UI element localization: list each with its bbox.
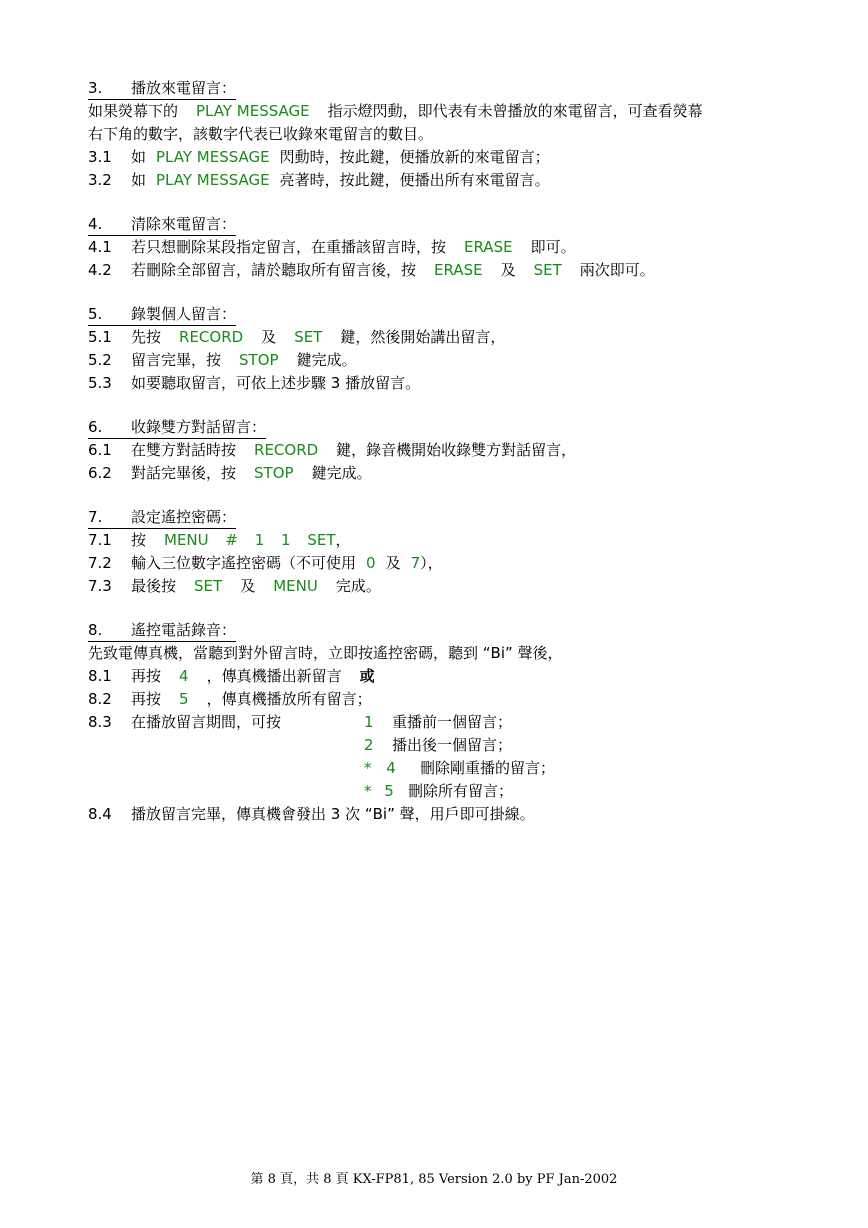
sub-item [88, 734, 828, 757]
list-item [88, 349, 828, 372]
list-item [88, 462, 828, 485]
list-item [88, 803, 828, 826]
section-number: 4. [88, 215, 103, 233]
list-item [88, 575, 828, 598]
list-item [88, 372, 828, 395]
text: 如 [131, 171, 147, 189]
key-name: 1 [364, 713, 374, 731]
key-name: ERASE [464, 238, 513, 256]
text: 如要聽取留言，可依上述步驟 3 播放留言。 [131, 374, 421, 392]
item-number: 7.1 [88, 531, 112, 549]
item-number: 6.2 [88, 464, 112, 482]
text: 亮著時，按此鍵，便播出所有來電留言。 [279, 171, 550, 189]
section-number: 5. [88, 305, 103, 323]
key-name: STOP [239, 351, 279, 369]
section-heading [88, 507, 236, 529]
text: 完成。 [335, 577, 381, 595]
key-name: RECORD [179, 328, 244, 346]
section-title: 錄製個人留言： [131, 305, 237, 323]
text: 鍵，錄音機開始收錄雙方對話留言， [336, 441, 577, 459]
section-heading [88, 78, 236, 100]
item-number: 8.2 [88, 690, 112, 708]
key-name: 0 [366, 554, 376, 572]
paragraph: 先致電傳真機，當聽到對外留言時，立即按遙控密碼，聽到 “Bi” 聲後， [88, 644, 563, 662]
text: 指示燈閃動，即代表有未曾播放的來電留言，可查看熒幕 [327, 102, 703, 120]
document-page [88, 78, 828, 848]
section-title: 設定遙控密碼： [131, 508, 237, 526]
section-8 [88, 620, 828, 826]
text: 及 [261, 328, 277, 346]
section-6 [88, 417, 828, 485]
item-number: 5.1 [88, 328, 112, 346]
text: 右下角的數字，該數字代表已收錄來電留言的數目。 [88, 125, 434, 143]
text: 鍵完成。 [296, 351, 357, 369]
list-item [88, 665, 828, 688]
list-item [88, 552, 828, 575]
text: 輸入三位數字遙控密碼（不可使用 [131, 554, 357, 572]
section-5 [88, 304, 828, 395]
item-number: 5.2 [88, 351, 112, 369]
text: 兩次即可。 [579, 261, 655, 279]
text: 鍵完成。 [311, 464, 372, 482]
section-heading [88, 417, 266, 439]
list-item [88, 236, 828, 259]
list-item [88, 146, 828, 169]
section-number: 7. [88, 508, 103, 526]
list-item [88, 529, 828, 552]
key-name: 7 [410, 554, 421, 572]
text: 刪除剛重播的留言； [420, 759, 556, 777]
section-heading [88, 620, 236, 642]
item-number: 3.1 [88, 148, 112, 166]
text: 最後按 [131, 577, 177, 595]
text: 如果熒幕下的 [88, 102, 179, 120]
text: 播出後一個留言； [392, 736, 513, 754]
item-number: 4.1 [88, 238, 112, 256]
key-name: RECORD [254, 441, 319, 459]
text: 再按 [131, 690, 162, 708]
section-4 [88, 214, 828, 282]
text: 按 [131, 531, 147, 549]
text: ， [335, 531, 351, 549]
item-number: 5.3 [88, 374, 112, 392]
key-name: * 5 [364, 782, 394, 800]
item-number: 4.2 [88, 261, 112, 279]
key-name: 2 [364, 736, 374, 754]
text: 刪除所有留言； [408, 782, 514, 800]
text: 即可。 [530, 238, 576, 256]
text: 在雙方對話時按 [131, 441, 237, 459]
text: 如 [131, 148, 147, 166]
list-item [88, 688, 828, 711]
section-heading [88, 304, 236, 326]
item-number: 8.1 [88, 667, 112, 685]
item-number: 8.4 [88, 805, 112, 823]
text: 若只想刪除某段指定留言，在重播該留言時，按 [131, 238, 447, 256]
key-name: * 4 [364, 759, 396, 777]
text: 及 [240, 577, 256, 595]
section-heading [88, 214, 236, 236]
item-number: 7.3 [88, 577, 112, 595]
key-sequence: MENU # 1 1 SET [164, 531, 336, 549]
text: 及 [385, 554, 401, 572]
section-number: 8. [88, 621, 103, 639]
key-name: 4 [179, 667, 189, 685]
text: 及 [500, 261, 516, 279]
item-number: 6.1 [88, 441, 112, 459]
sub-item [88, 780, 828, 803]
section-title: 收錄雙方對話留言： [131, 418, 267, 436]
text: 留言完畢，按 [131, 351, 222, 369]
item-number: 7.2 [88, 554, 112, 572]
section-title: 清除來電留言： [131, 215, 237, 233]
paragraph [88, 100, 828, 146]
text: 先按 [131, 328, 162, 346]
item-number: 8.3 [88, 713, 112, 731]
text: 閃動時，按此鍵，便播放新的來電留言； [279, 148, 550, 166]
text: 再按 [131, 667, 162, 685]
text: 在播放留言期間，可按 [131, 713, 282, 731]
list-item [88, 259, 828, 282]
key-name: PLAY MESSAGE [156, 148, 270, 166]
key-name: SET [294, 328, 323, 346]
page-footer: 第 8 頁，共 8 頁 KX-FP81, 85 Version 2.0 by PF Jan-2002 [250, 1172, 618, 1187]
key-name: PLAY MESSAGE [196, 102, 310, 120]
sub-item [88, 757, 828, 780]
section-number: 6. [88, 418, 103, 436]
text: 對話完畢後，按 [131, 464, 237, 482]
key-name: SET [194, 577, 223, 595]
text: 鍵，然後開始講出留言， [340, 328, 506, 346]
text: ，傳真機播出新留言 [206, 667, 342, 685]
section-title: 遙控電話錄音： [131, 621, 237, 639]
text: 重播前一個留言； [392, 713, 513, 731]
list-item [88, 169, 828, 192]
text: ）， [420, 554, 443, 572]
key-name: PLAY MESSAGE [156, 171, 270, 189]
key-name: MENU [273, 577, 318, 595]
text: ，傳真機播放所有留言； [206, 690, 372, 708]
item-number: 3.2 [88, 171, 112, 189]
section-3 [88, 78, 828, 192]
key-name: STOP [254, 464, 294, 482]
list-item [88, 326, 828, 349]
section-7 [88, 507, 828, 598]
list-item [88, 439, 828, 462]
section-title: 播放來電留言： [131, 79, 237, 97]
key-name: ERASE [434, 261, 483, 279]
key-name: 5 [179, 690, 189, 708]
section-number: 3. [88, 79, 103, 97]
key-name: SET [533, 261, 562, 279]
text: 播放留言完畢，傳真機會發出 3 次 “Bi” 聲，用戶即可掛線。 [131, 805, 535, 823]
bold-text: 或 [359, 667, 375, 685]
text: 若刪除全部留言，請於聽取所有留言後，按 [131, 261, 417, 279]
